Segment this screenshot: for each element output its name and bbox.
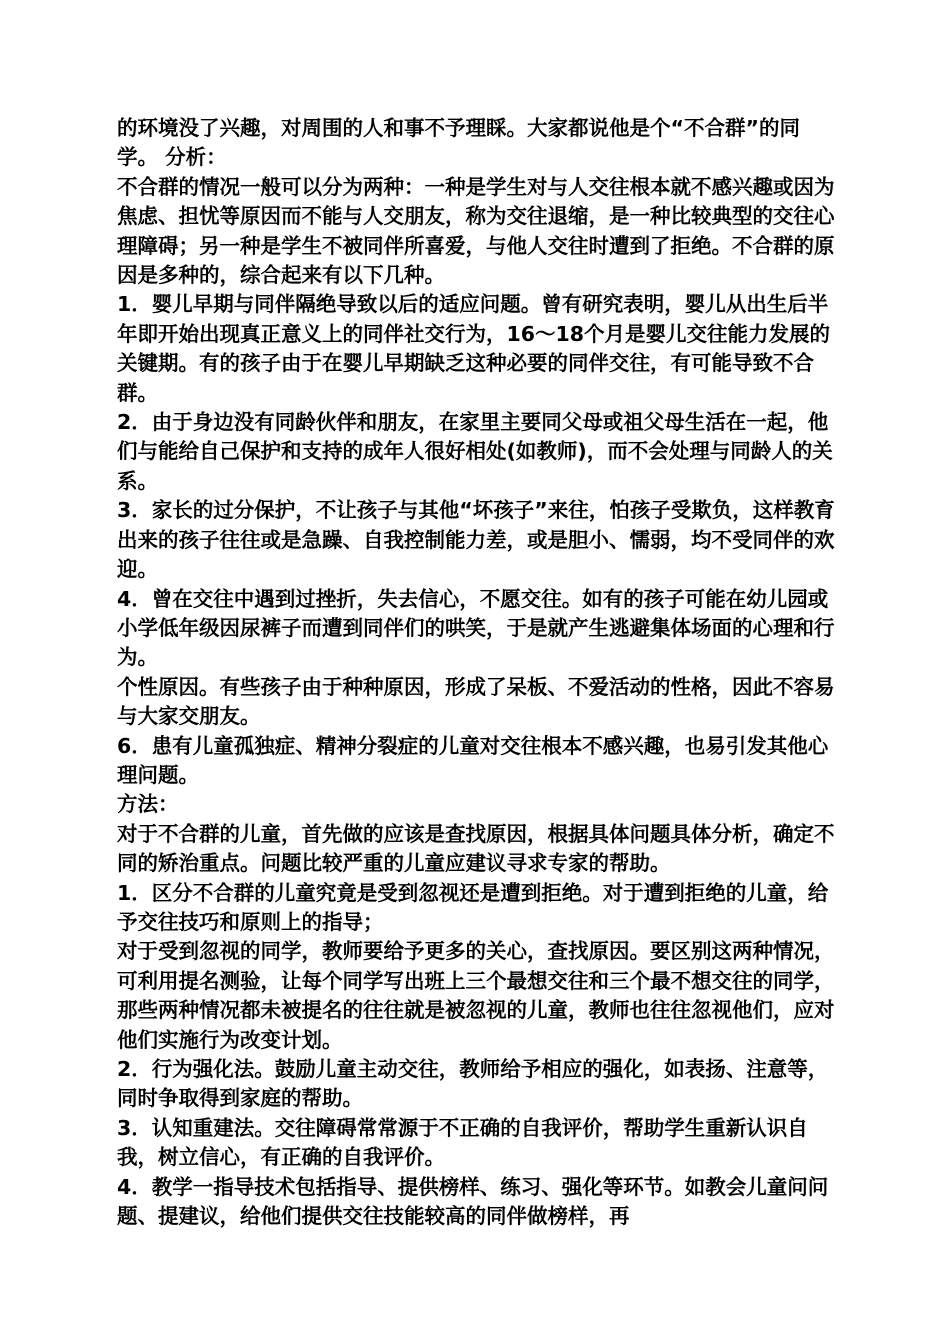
paragraph-11: 1．区分不合群的儿童究竟是受到忽视还是遭到拒绝。对于遭到拒绝的儿童，给予交往技巧和原则上的指导； (117, 880, 829, 934)
paragraph-3: 1．婴儿早期与同伴隔绝导致以后的适应问题。曾有研究表明，婴儿从出生后半年即开始出现真正意义上的同伴社交行为，16～18个月是婴儿交往能力发展的关键期。有的孩子由于在婴儿早期缺乏这种必要的同伴交往，有可能导致不合群。 (117, 292, 831, 405)
paragraph-10: 对于不合群的儿童，首先做的应该是查找原因，根据具体问题具体分析，确定不同的矫治重点。问题比较严重的儿童应建议寻求专家的帮助。 (117, 821, 835, 876)
paragraph-15: 4．教学一指导技术包括指导、提供榜样、练习、强化等环节。如教会儿童问问题、提建议，给他们提供交往技能较高的同伴做榜样，再 (117, 1174, 829, 1229)
paragraph-1: 的环境没了兴趣，对周围的人和事不予理睬。大家都说他是个“不合群”的同学。 分析： (117, 116, 800, 170)
paragraph-12: 对于受到忽视的同学，教师要给予更多的关心，查找原因。要区别这两种情况，可利用提名测验，让每个同学写出班上三个最想交往和三个最不想交往的同学，那些两种情况都未被提名的往往就是被忽视的儿童，教师也往往忽视他们，应对他们实施行为改变计划。 (117, 939, 835, 1052)
paragraph-13: 2．行为强化法。鼓励儿童主动交往，教师给予相应的强化，如表扬、注意等，同时争取得到家庭的帮助。 (117, 1057, 829, 1111)
paragraph-8: 6．患有儿童孤独症、精神分裂症的儿童对交往根本不感兴趣，也易引发其他心理问题。 (117, 733, 829, 787)
section-heading-methods: 方法： (117, 792, 179, 817)
document-body (117, 114, 839, 1231)
paragraph-4: 2．由于身边没有同龄伙伴和朋友，在家里主要同父母或祖父母生活在一起，他们与能给自己保护和支持的成年人很好相处(如教师)，而不会处理与同龄人的关系。 (117, 410, 833, 493)
paragraph-2: 不合群的情况一般可以分为两种：一种是学生对与人交往根本就不感兴趣或因为焦虑、担忧等原因而不能与人交朋友，称为交往退缩，是一种比较典型的交往心理障碍；另一种是学生不被同伴所喜爱，与他人交往时遭到了拒绝。不合群的原因是多种的，综合起来有以下几种。 (117, 174, 835, 288)
paragraph-14: 3．认知重建法。交往障碍常常源于不正确的自我评价，帮助学生重新认识自我，树立信心，有正确的自我评价。 (117, 1115, 808, 1170)
paragraph-7: 个性原因。有些孩子由于种种原因，形成了呆板、不爱活动的性格，因此不容易与大家交朋友。 (117, 674, 835, 729)
paragraph-5: 3．家长的过分保护，不让孩子与其他“坏孩子”来往，怕孩子受欺负，这样教育出来的孩子往往或是急躁、自我控制能力差，或是胆小、懦弱，均不受同伴的欢迎。 (117, 498, 835, 582)
paragraph-6: 4．曾在交往中遇到过挫折，失去信心，不愿交往。如有的孩子可能在幼儿园或小学低年级因尿裤子而遭到同伴们的哄笑，于是就产生逃避集体场面的心理和行为。 (117, 586, 835, 670)
